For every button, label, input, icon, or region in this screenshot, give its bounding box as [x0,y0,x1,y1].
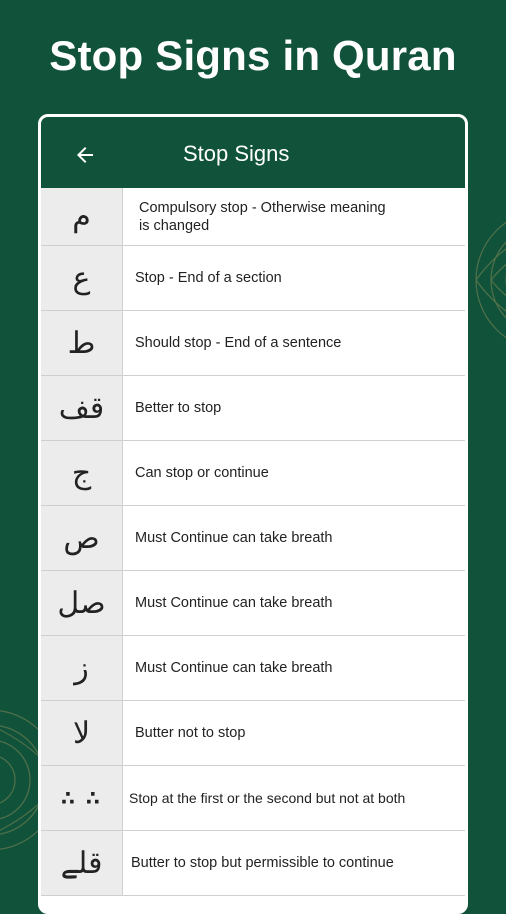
sign-description: Should stop - End of a sentence [135,335,342,351]
app-bar [41,117,465,188]
three-dots-icon: ∴ ∴ [61,786,102,810]
mandala-ornament-left [0,705,40,855]
sign-description: Stop at the first or the second but not at both [129,790,406,806]
sign-description: Stop - End of a section [135,270,282,286]
table-row[interactable] [41,376,465,441]
sign-description: Butter to stop but permissible to continue [131,855,394,871]
table-row[interactable] [41,188,465,246]
sign-symbol: ج [41,441,123,505]
table-row[interactable] [41,766,465,831]
table-row[interactable] [41,441,465,506]
sign-symbol: قف [41,376,123,440]
sign-symbol: صل [41,571,123,635]
table-row[interactable] [41,506,465,571]
sign-description: Must Continue can take breath [135,660,333,676]
phone-frame [38,114,468,914]
table-row[interactable] [41,831,465,896]
sign-symbol: ص [41,506,123,570]
sign-description: Butter not to stop [135,725,246,741]
app-bar-title: Stop Signs [183,141,290,166]
sign-description: Better to stop [135,400,222,416]
sign-description: Compulsory stop - Otherwise meaning is changed [139,199,386,234]
sign-symbol: ز [41,636,123,700]
arrow-left-icon [73,143,97,167]
back-button[interactable] [67,137,103,173]
table-row[interactable] [41,636,465,701]
table-row[interactable] [41,701,465,766]
sign-symbol: ط [41,311,123,375]
stop-signs-table [41,188,465,896]
sign-description: Must Continue can take breath [135,530,333,546]
sign-symbol: ع [41,246,123,310]
sign-symbol: لا [41,701,123,765]
sign-description: Must Continue can take breath [135,595,333,611]
table-row[interactable] [41,311,465,376]
sign-description: Can stop or continue [135,465,269,481]
sign-symbol-dots [41,766,123,830]
table-row[interactable] [41,571,465,636]
promo-title: Stop Signs in Quran [49,32,457,79]
sign-symbol: م [41,188,123,245]
sign-symbol: قلے [41,831,123,895]
table-row[interactable] [41,246,465,311]
